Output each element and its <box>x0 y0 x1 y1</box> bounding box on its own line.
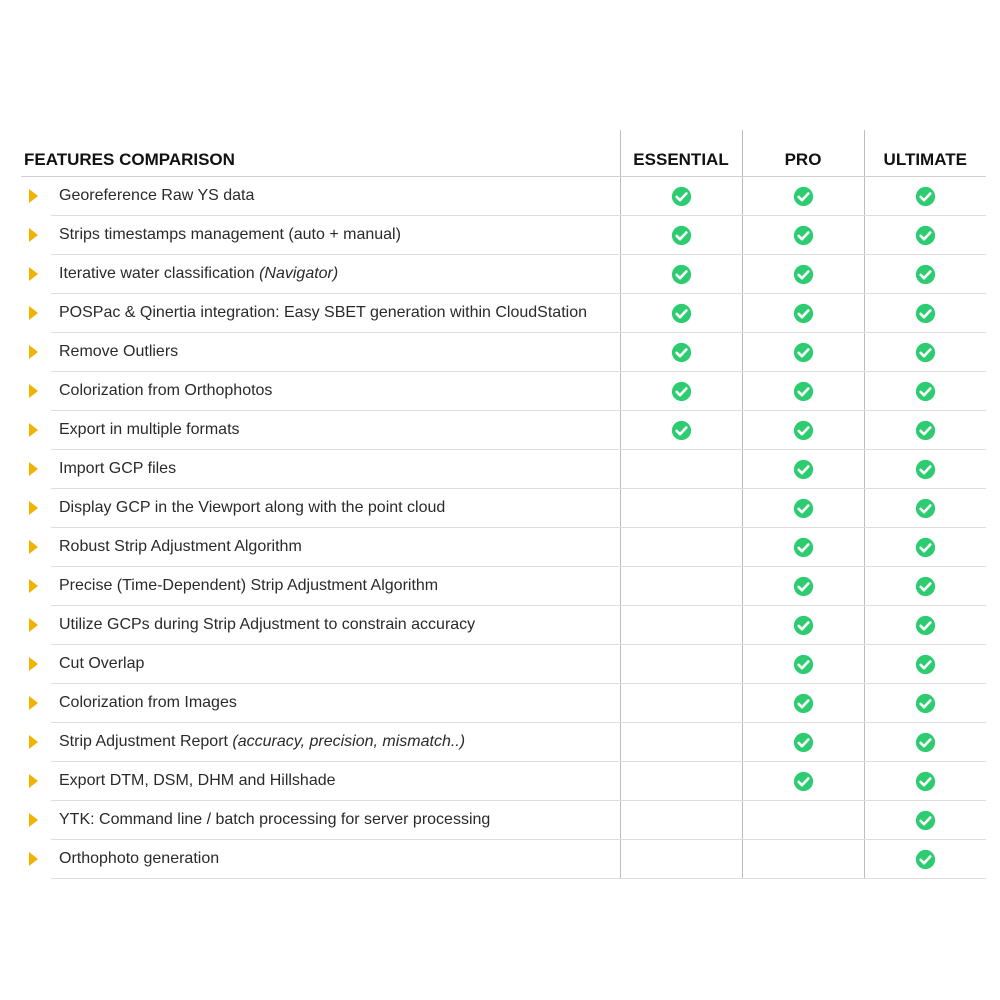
plan-cell-ultimate <box>864 372 986 411</box>
check-circle-icon <box>671 186 692 207</box>
plan-cell-essential <box>620 801 742 840</box>
feature-name <box>51 177 620 216</box>
plan-cell-essential <box>620 840 742 879</box>
check-circle-icon <box>793 303 814 324</box>
check-circle-icon <box>915 381 936 402</box>
triangle-right-icon <box>29 813 38 827</box>
feature-note: (accuracy, precision, mismatch..) <box>232 733 466 750</box>
feature-name <box>51 372 620 411</box>
plan-cell-essential <box>620 216 742 255</box>
plan-cell-pro <box>742 372 864 411</box>
check-circle-icon <box>915 342 936 363</box>
plan-cell-pro <box>742 450 864 489</box>
plan-cell-ultimate <box>864 606 986 645</box>
row-marker <box>21 684 51 723</box>
feature-name <box>51 450 620 489</box>
check-circle-icon <box>915 810 936 831</box>
plan-cell-ultimate <box>864 645 986 684</box>
row-marker <box>21 645 51 684</box>
plan-cell-pro <box>742 567 864 606</box>
check-circle-icon <box>915 771 936 792</box>
table-row <box>21 372 986 411</box>
row-marker <box>21 801 51 840</box>
plan-cell-ultimate <box>864 567 986 606</box>
row-marker <box>21 762 51 801</box>
plan-cell-essential <box>620 528 742 567</box>
triangle-right-icon <box>29 423 38 437</box>
triangle-right-icon <box>29 384 38 398</box>
plan-cell-pro <box>742 606 864 645</box>
check-circle-icon <box>915 459 936 480</box>
plan-cell-ultimate <box>864 489 986 528</box>
row-marker <box>21 489 51 528</box>
check-circle-icon <box>793 693 814 714</box>
feature-label: Utilize GCPs during Strip Adjustment to constrain accuracy <box>59 616 476 633</box>
plan-cell-essential <box>620 684 742 723</box>
triangle-right-icon <box>29 579 38 593</box>
check-circle-icon <box>915 615 936 636</box>
check-circle-icon <box>671 264 692 285</box>
check-circle-icon <box>915 303 936 324</box>
table-row <box>21 762 986 801</box>
triangle-right-icon <box>29 696 38 710</box>
plan-cell-essential <box>620 645 742 684</box>
plan-cell-pro <box>742 216 864 255</box>
check-circle-icon <box>915 849 936 870</box>
plan-cell-pro <box>742 255 864 294</box>
row-marker <box>21 333 51 372</box>
plan-cell-pro <box>742 294 864 333</box>
plan-cell-ultimate <box>864 411 986 450</box>
plan-cell-pro <box>742 411 864 450</box>
feature-name <box>51 528 620 567</box>
triangle-right-icon <box>29 618 38 632</box>
feature-name <box>51 255 620 294</box>
row-marker <box>21 606 51 645</box>
table-row <box>21 801 986 840</box>
row-marker <box>21 216 51 255</box>
table-row <box>21 684 986 723</box>
row-marker <box>21 255 51 294</box>
triangle-right-icon <box>29 462 38 476</box>
check-circle-icon <box>793 732 814 753</box>
check-circle-icon <box>671 420 692 441</box>
header-row <box>21 130 986 177</box>
plan-cell-ultimate <box>864 333 986 372</box>
table-title: FEATURES COMPARISON <box>21 130 620 177</box>
feature-name <box>51 294 620 333</box>
triangle-right-icon <box>29 189 38 203</box>
check-circle-icon <box>793 342 814 363</box>
plan-cell-ultimate <box>864 840 986 879</box>
feature-name <box>51 567 620 606</box>
feature-label: Import GCP files <box>59 460 177 477</box>
row-marker <box>21 177 51 216</box>
feature-label: Cut Overlap <box>59 655 145 672</box>
plan-cell-ultimate <box>864 294 986 333</box>
plan-cell-essential <box>620 606 742 645</box>
feature-name <box>51 216 620 255</box>
feature-label: Colorization from Orthophotos <box>59 382 273 399</box>
feature-label: Georeference Raw YS data <box>59 187 255 204</box>
feature-name <box>51 723 620 762</box>
check-circle-icon <box>793 771 814 792</box>
table-row <box>21 606 986 645</box>
check-circle-icon <box>793 615 814 636</box>
feature-note: (Navigator) <box>259 265 339 282</box>
table-row <box>21 255 986 294</box>
plan-cell-essential <box>620 723 742 762</box>
check-circle-icon <box>793 576 814 597</box>
plan-cell-ultimate <box>864 450 986 489</box>
check-circle-icon <box>915 576 936 597</box>
feature-label: Export in multiple formats <box>59 421 240 438</box>
check-circle-icon <box>793 225 814 246</box>
check-circle-icon <box>915 264 936 285</box>
table-row <box>21 528 986 567</box>
plan-cell-ultimate <box>864 762 986 801</box>
table-row <box>21 645 986 684</box>
table-row <box>21 450 986 489</box>
check-circle-icon <box>793 264 814 285</box>
plan-cell-pro <box>742 528 864 567</box>
table-row <box>21 411 986 450</box>
feature-label: Export DTM, DSM, DHM and Hillshade <box>59 772 336 789</box>
features-comparison-table <box>21 130 986 879</box>
plan-header-ultimate: ULTIMATE <box>864 130 986 177</box>
plan-cell-essential <box>620 177 742 216</box>
plan-cell-pro <box>742 177 864 216</box>
check-circle-icon <box>793 537 814 558</box>
feature-label: Robust Strip Adjustment Algorithm <box>59 538 302 555</box>
plan-cell-ultimate <box>864 723 986 762</box>
feature-name <box>51 489 620 528</box>
feature-name <box>51 840 620 879</box>
plan-cell-essential <box>620 294 742 333</box>
feature-name <box>51 606 620 645</box>
check-circle-icon <box>793 459 814 480</box>
plan-cell-essential <box>620 372 742 411</box>
feature-name <box>51 684 620 723</box>
plan-cell-essential <box>620 489 742 528</box>
table-row <box>21 489 986 528</box>
feature-name <box>51 411 620 450</box>
triangle-right-icon <box>29 501 38 515</box>
table-row <box>21 216 986 255</box>
row-marker <box>21 294 51 333</box>
feature-name <box>51 645 620 684</box>
check-circle-icon <box>793 498 814 519</box>
check-circle-icon <box>671 225 692 246</box>
table-row <box>21 177 986 216</box>
check-circle-icon <box>915 186 936 207</box>
plan-cell-essential <box>620 567 742 606</box>
plan-cell-ultimate <box>864 177 986 216</box>
feature-label: Display GCP in the Viewport along with the point cloud <box>59 499 446 516</box>
plan-cell-pro <box>742 723 864 762</box>
plan-cell-essential <box>620 450 742 489</box>
plan-cell-pro <box>742 762 864 801</box>
plan-cell-pro <box>742 801 864 840</box>
check-circle-icon <box>793 654 814 675</box>
triangle-right-icon <box>29 852 38 866</box>
check-circle-icon <box>915 498 936 519</box>
plan-cell-essential <box>620 762 742 801</box>
feature-label: Remove Outliers <box>59 343 179 360</box>
feature-label: YTK: Command line / batch processing for server processing <box>59 811 491 828</box>
row-marker <box>21 372 51 411</box>
feature-label: Strip Adjustment Report <box>59 733 233 750</box>
plan-cell-pro <box>742 489 864 528</box>
check-circle-icon <box>793 381 814 402</box>
table-row <box>21 294 986 333</box>
plan-cell-pro <box>742 840 864 879</box>
row-marker <box>21 411 51 450</box>
row-marker <box>21 723 51 762</box>
plan-header-essential: ESSENTIAL <box>620 130 742 177</box>
check-circle-icon <box>793 420 814 441</box>
plan-cell-ultimate <box>864 684 986 723</box>
feature-label: Colorization from Images <box>59 694 237 711</box>
feature-label: Precise (Time-Dependent) Strip Adjustment Algorithm <box>59 577 439 594</box>
triangle-right-icon <box>29 774 38 788</box>
triangle-right-icon <box>29 540 38 554</box>
feature-name <box>51 801 620 840</box>
check-circle-icon <box>915 732 936 753</box>
triangle-right-icon <box>29 306 38 320</box>
table-row <box>21 567 986 606</box>
row-marker <box>21 567 51 606</box>
check-circle-icon <box>915 537 936 558</box>
triangle-right-icon <box>29 735 38 749</box>
plan-cell-ultimate <box>864 216 986 255</box>
plan-cell-ultimate <box>864 255 986 294</box>
plan-cell-pro <box>742 645 864 684</box>
feature-name <box>51 762 620 801</box>
table-row <box>21 723 986 762</box>
check-circle-icon <box>915 420 936 441</box>
check-circle-icon <box>915 693 936 714</box>
feature-name <box>51 333 620 372</box>
triangle-right-icon <box>29 345 38 359</box>
table-row <box>21 840 986 879</box>
check-circle-icon <box>671 342 692 363</box>
feature-label: Strips timestamps management (auto + manual) <box>59 226 401 243</box>
plan-cell-essential <box>620 255 742 294</box>
triangle-right-icon <box>29 228 38 242</box>
plan-header-pro: PRO <box>742 130 864 177</box>
plan-cell-ultimate <box>864 528 986 567</box>
check-circle-icon <box>915 654 936 675</box>
triangle-right-icon <box>29 657 38 671</box>
check-circle-icon <box>793 186 814 207</box>
feature-label: Orthophoto generation <box>59 850 220 867</box>
row-marker <box>21 840 51 879</box>
check-circle-icon <box>915 225 936 246</box>
feature-label: Iterative water classification <box>59 265 260 282</box>
triangle-right-icon <box>29 267 38 281</box>
check-circle-icon <box>671 303 692 324</box>
check-circle-icon <box>671 381 692 402</box>
plan-cell-ultimate <box>864 801 986 840</box>
plan-cell-pro <box>742 684 864 723</box>
table-row <box>21 333 986 372</box>
feature-rows <box>21 177 986 879</box>
feature-label: POSPac & Qinertia integration: Easy SBET generation within CloudStation <box>59 304 587 321</box>
plan-cell-pro <box>742 333 864 372</box>
plan-cell-essential <box>620 333 742 372</box>
row-marker <box>21 450 51 489</box>
row-marker <box>21 528 51 567</box>
plan-cell-essential <box>620 411 742 450</box>
